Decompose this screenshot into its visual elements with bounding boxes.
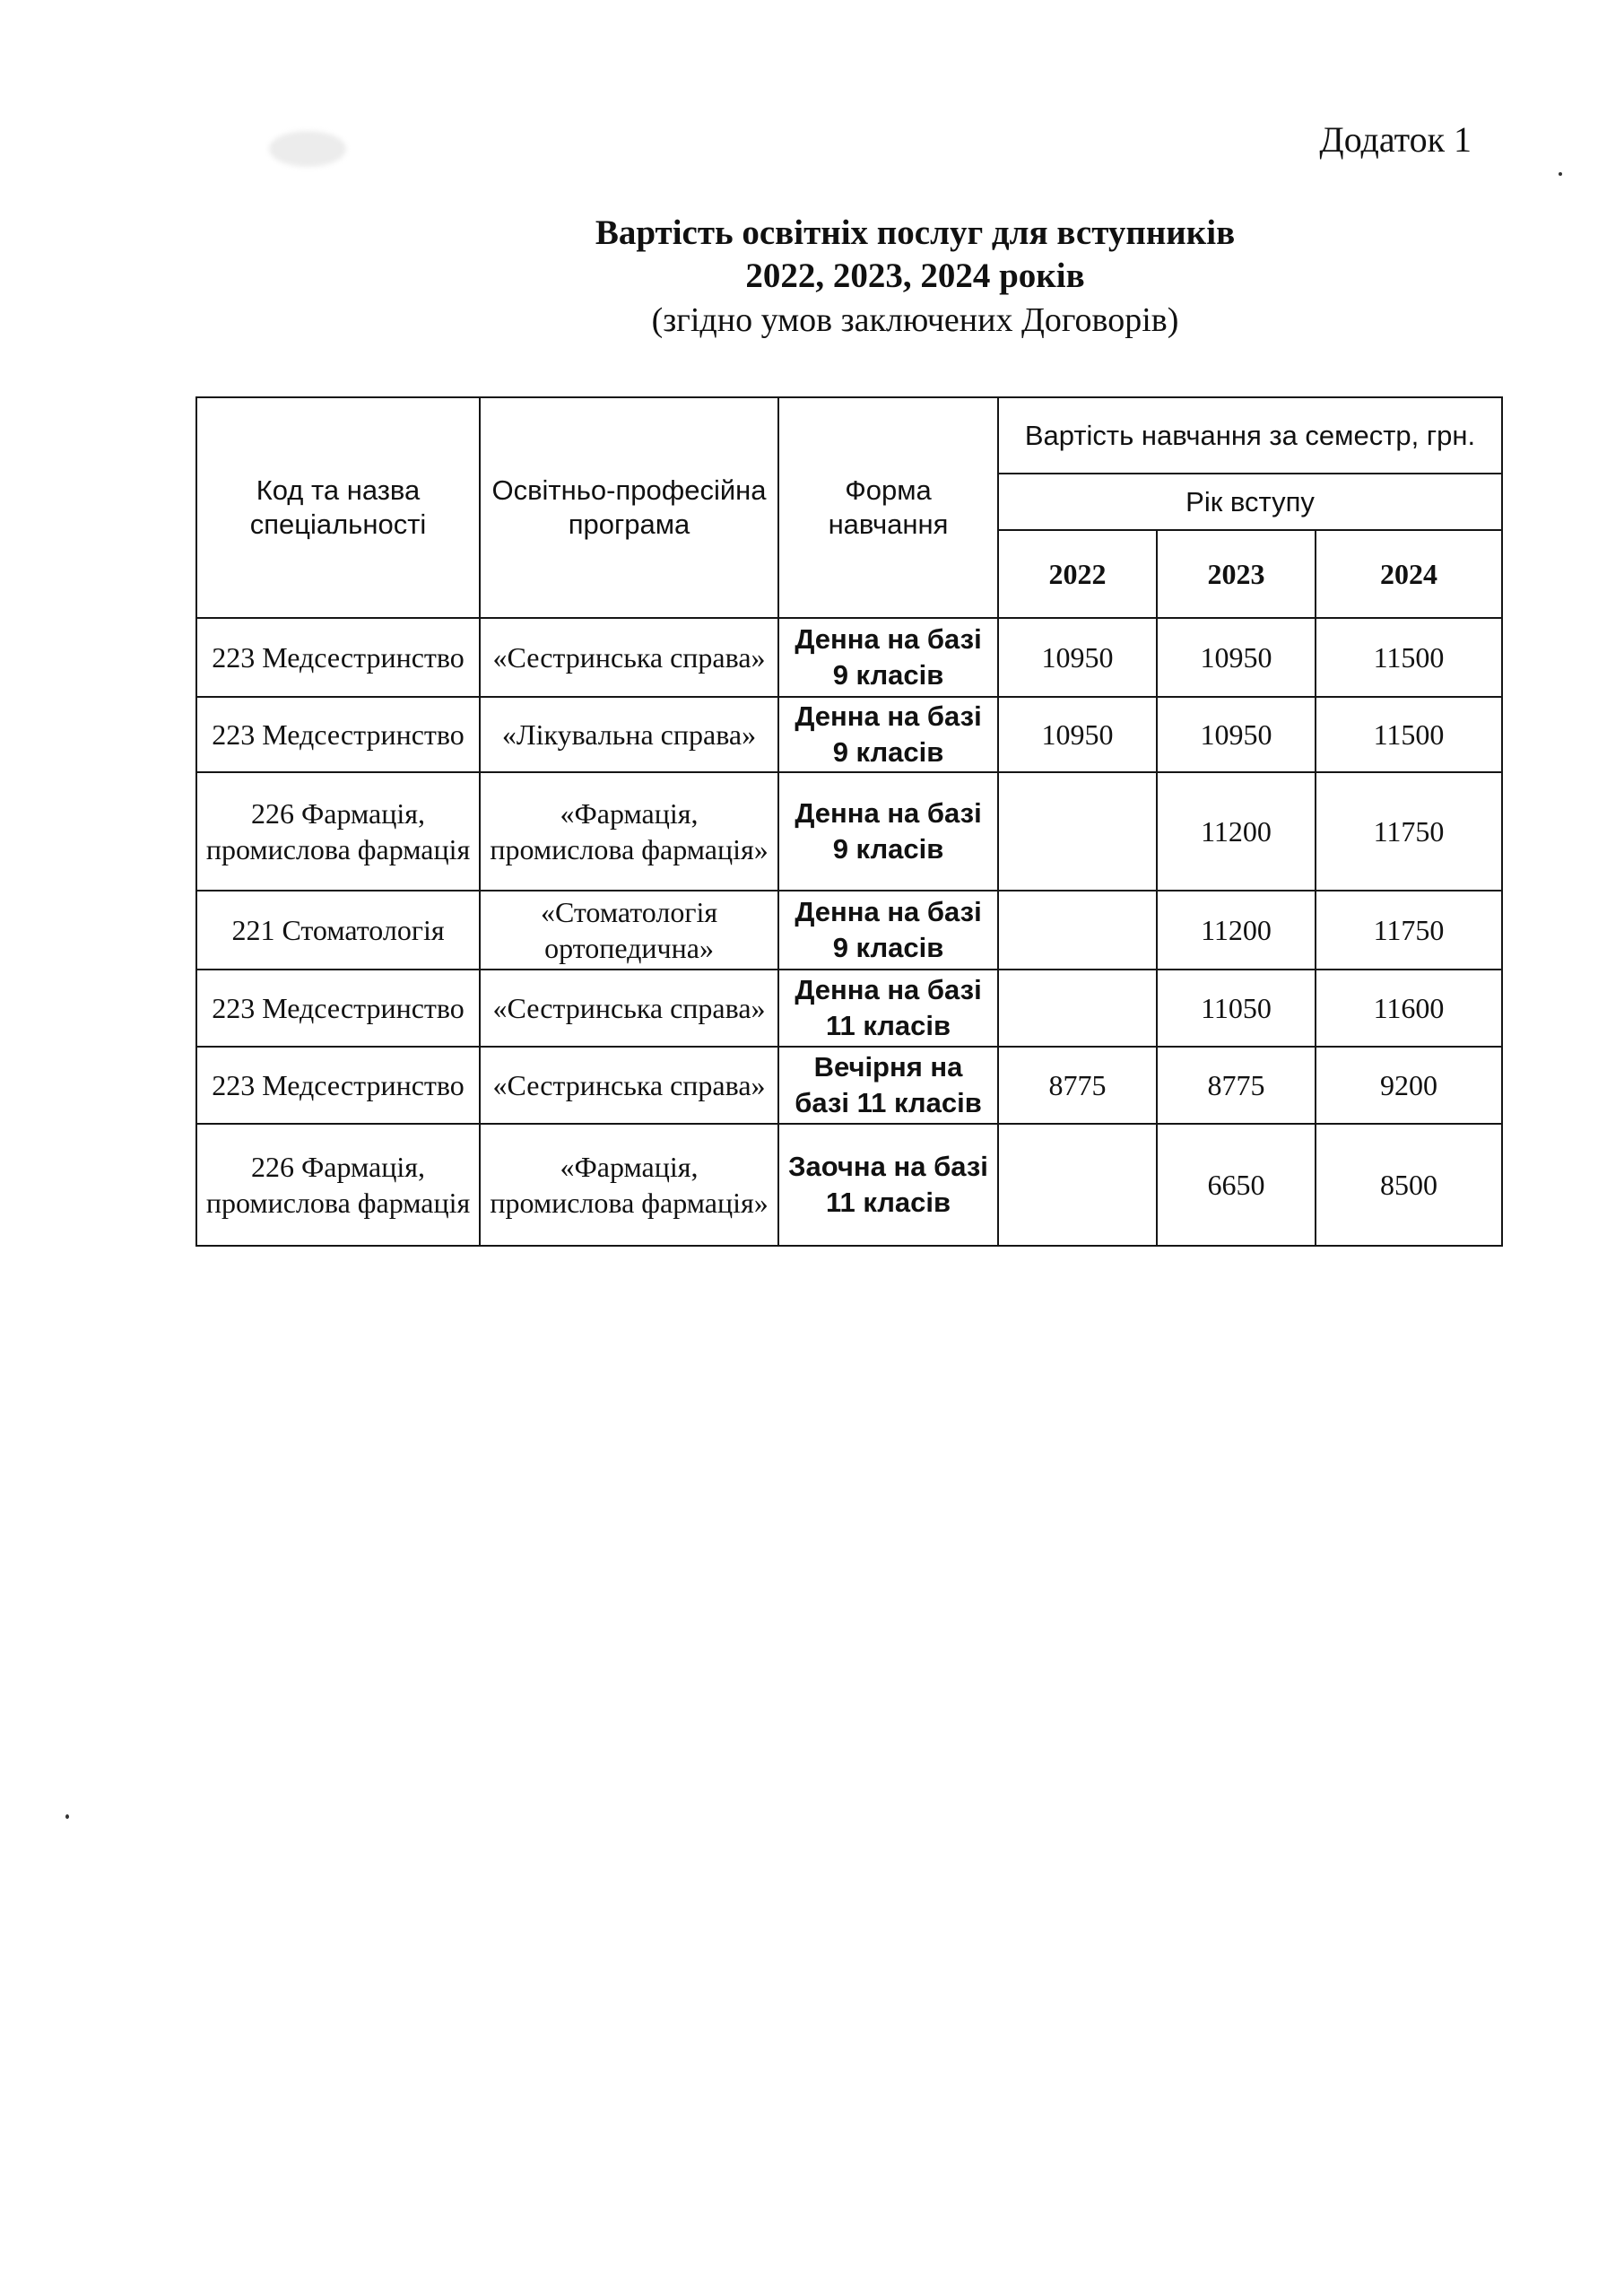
header-form: Форма навчання — [778, 397, 998, 618]
table-row — [196, 970, 1502, 1047]
program-cell: «Фармація, промислова фармація» — [480, 1124, 778, 1246]
fee-2022-cell — [998, 970, 1157, 1047]
fee-2023-cell: 10950 — [1157, 697, 1316, 772]
specialty-cell: 223 Медсестринство — [196, 970, 480, 1047]
fee-2023-cell: 11200 — [1157, 891, 1316, 970]
header-year-2023: 2023 — [1157, 530, 1316, 618]
header-program: Освітньо-професійна програма — [480, 397, 778, 618]
scan-smudge — [269, 131, 346, 167]
fee-2024-cell: 11500 — [1316, 618, 1502, 697]
table-row — [196, 1124, 1502, 1246]
program-cell: «Сестринська справа» — [480, 618, 778, 697]
form-cell: Денна на базі 9 класів — [778, 891, 998, 970]
fee-2022-cell: 10950 — [998, 697, 1157, 772]
fee-2024-cell: 11750 — [1316, 772, 1502, 891]
document-title-line-1: Вартість освітніх послуг для вступників — [595, 213, 1236, 252]
program-cell: «Стоматологія ортопедична» — [480, 891, 778, 970]
program-cell: «Сестринська справа» — [480, 1047, 778, 1124]
form-cell: Заочна на базі 11 класів — [778, 1124, 998, 1246]
table-row — [196, 891, 1502, 970]
form-cell: Денна на базі 9 класів — [778, 772, 998, 891]
fee-2022-cell — [998, 1124, 1157, 1246]
appendix-label: Додаток 1 — [1319, 119, 1472, 160]
form-cell: Вечірня на базі 11 класів — [778, 1047, 998, 1124]
specialty-cell: 223 Медсестринство — [196, 618, 480, 697]
table-row — [196, 772, 1502, 891]
fee-2022-cell — [998, 891, 1157, 970]
fee-2023-cell: 11200 — [1157, 772, 1316, 891]
table-row — [196, 1047, 1502, 1124]
header-specialty: Код та назва спеціальності — [196, 397, 480, 618]
fee-2022-cell — [998, 772, 1157, 891]
title-block — [0, 212, 1624, 343]
form-cell: Денна на базі 9 класів — [778, 697, 998, 772]
document-subtitle: (згідно умов заключених Договорів) — [651, 301, 1179, 339]
scan-dot — [65, 1814, 69, 1819]
tuition-fee-table — [195, 396, 1503, 1247]
document-title-line-2: 2022, 2023, 2024 років — [745, 257, 1085, 295]
specialty-cell: 226 Фармація, промислова фармація — [196, 772, 480, 891]
specialty-cell: 221 Стоматологія — [196, 891, 480, 970]
header-cost: Вартість навчання за семестр, грн. — [998, 397, 1502, 474]
fee-2023-cell: 8775 — [1157, 1047, 1316, 1124]
specialty-cell: 223 Медсестринство — [196, 1047, 480, 1124]
form-cell: Денна на базі 11 класів — [778, 970, 998, 1047]
fee-2022-cell: 10950 — [998, 618, 1157, 697]
program-cell: «Лікувальна справа» — [480, 697, 778, 772]
program-cell: «Сестринська справа» — [480, 970, 778, 1047]
specialty-cell: 226 Фармація, промислова фармація — [196, 1124, 480, 1246]
fee-2022-cell: 8775 — [998, 1047, 1157, 1124]
scan-dot — [1559, 172, 1562, 176]
fee-2024-cell: 11600 — [1316, 970, 1502, 1047]
fee-2023-cell: 6650 — [1157, 1124, 1316, 1246]
fee-2024-cell: 11750 — [1316, 891, 1502, 970]
fee-2024-cell: 11500 — [1316, 697, 1502, 772]
header-entry-year: Рік вступу — [998, 474, 1502, 530]
table-row — [196, 618, 1502, 697]
specialty-cell: 223 Медсестринство — [196, 697, 480, 772]
header-year-2022: 2022 — [998, 530, 1157, 618]
fee-2024-cell: 8500 — [1316, 1124, 1502, 1246]
fee-2023-cell: 11050 — [1157, 970, 1316, 1047]
fee-2023-cell: 10950 — [1157, 618, 1316, 697]
fee-2024-cell: 9200 — [1316, 1047, 1502, 1124]
table-row — [196, 697, 1502, 772]
header-year-2024: 2024 — [1316, 530, 1502, 618]
program-cell: «Фармація, промислова фармація» — [480, 772, 778, 891]
form-cell: Денна на базі 9 класів — [778, 618, 998, 697]
